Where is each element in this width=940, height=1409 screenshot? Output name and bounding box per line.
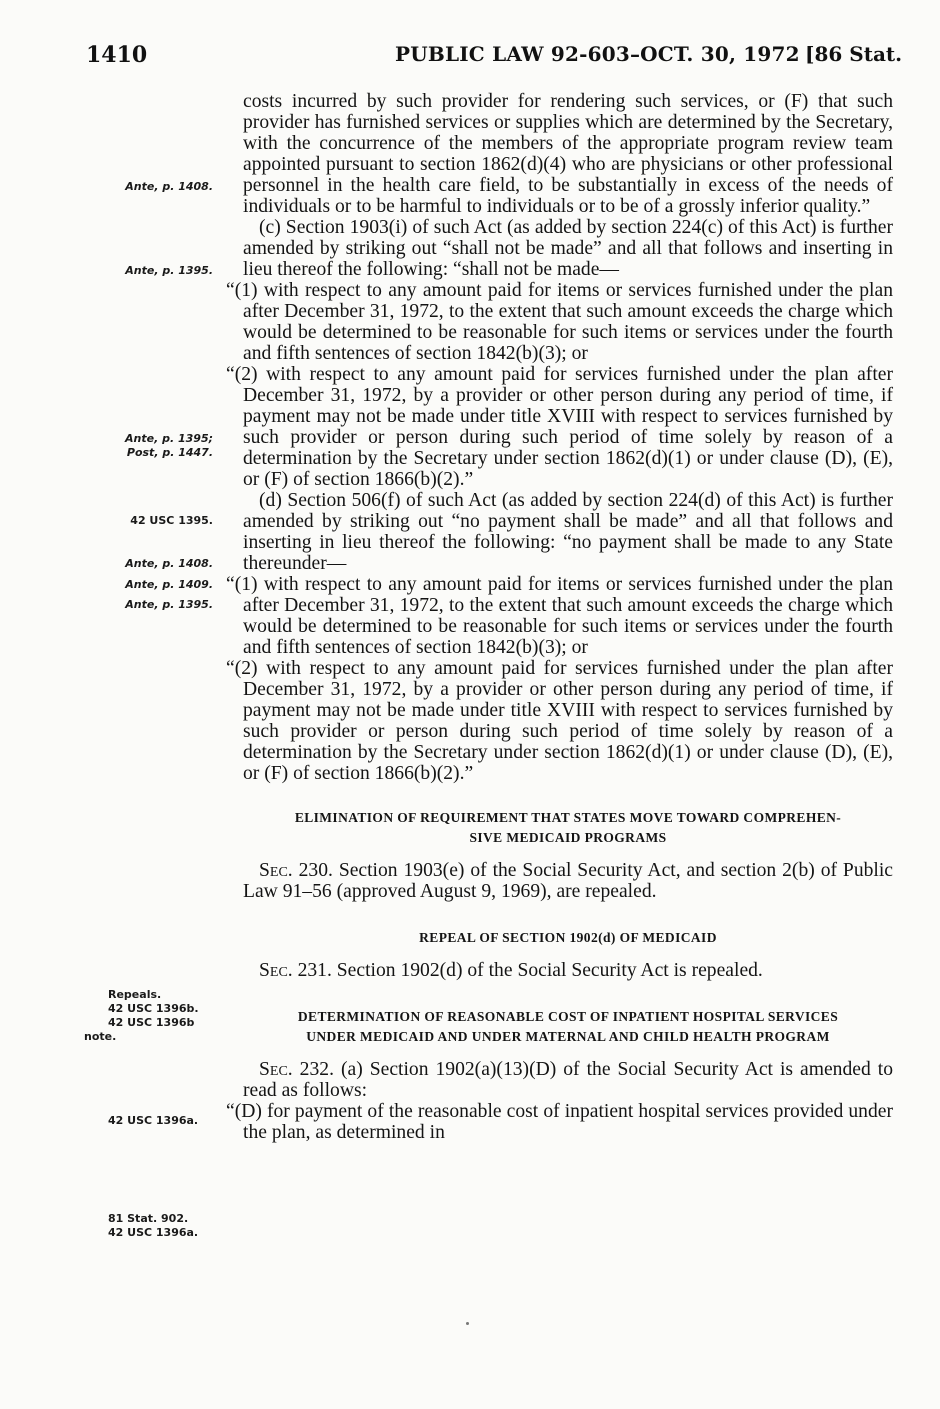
section-heading: DETERMINATION OF REASONABLE COST OF INPATIENT HOSPITAL SERVICES UNDER MEDICAID AND UNDER MATERNAL AND CHILD HEALTH PROGRAM xyxy=(297,1009,839,1044)
margin-note: Ante, p. 1395. xyxy=(125,264,213,277)
margin-note: Ante, p. 1409. xyxy=(125,578,213,591)
margin-note: 42 USC 1396a. xyxy=(108,1226,199,1239)
statute-reference: [86 Stat. xyxy=(805,42,903,66)
paragraph: “(1) with respect to any amount paid for items or services furnished under the plan after December 31, 1972, to the extent that such amount exceeds the charge which would be determined to be reasonable for such items or services under the fourth and fifth sentences of section 1842(b)(3); or xyxy=(226,574,893,658)
page-title: PUBLIC LAW 92-603–OCT. 30, 1972 xyxy=(395,42,800,66)
section-paragraph: Sec. 230. Section 1903(e) of the Social Security Act, and section 2(b) of Public Law 91–56 (approved August 9, 1969), are repealed. xyxy=(243,860,894,902)
margin-note: Repeals. xyxy=(108,988,162,1001)
paragraph: costs incurred by such provider for rendering such services, or (F) that such provider has furnished services or supplies which are determined by the Secretary, with the concurrence of the members of the appropriate program review team appointed pursuant to section 1862(d)(4) who are physicians or other professional personnel in the health care field, to be substantially in excess of the needs of individuals or to be harmful to individuals or to be of a grossly inferior quality.” xyxy=(243,91,893,217)
margin-note: Ante, p. 1408. xyxy=(125,557,213,570)
page-number: 1410 xyxy=(86,42,148,68)
margin-note: 42 USC 1396b. xyxy=(108,1002,199,1015)
section-paragraph: Sec. 231. Section 1902(d) of the Social Security Act is repealed. xyxy=(259,960,763,981)
paragraph: (c) Section 1903(i) of such Act (as added by section 224(c) of this Act) is further amended by striking out “shall not be made” and all that follows and inserting in lieu thereof the following: “shall not be made— xyxy=(243,217,893,280)
margin-note: Post, p. 1447. xyxy=(126,446,213,459)
section-heading: ELIMINATION OF REQUIREMENT THAT STATES MOVE TOWARD COMPREHEN- SIVE MEDICAID PROGRAMS xyxy=(294,810,842,845)
margin-note: 42 USC 1396a. xyxy=(108,1114,199,1127)
section-heading: REPEAL OF SECTION 1902(d) OF MEDICAID xyxy=(419,930,717,945)
paragraph: “(2) with respect to any amount paid for services furnished under the plan after December 31, 1972, by a provider or other person during any period of time, if payment may not be made under title XVIII with respect to services furnished by such provider or person during such period of time solely by reason of a determination by the Secretary under section 1862(d)(1) or under clause (D), (E), or (F) of section 1866(b)(2).” xyxy=(226,364,893,490)
paragraph: “(D) for payment of the reasonable cost of inpatient hospital services provided under the plan, as determined in xyxy=(226,1101,893,1143)
margin-note: Ante, p. 1395. xyxy=(125,598,213,611)
margin-note: Ante, p. 1395; xyxy=(125,432,213,445)
margin-note: 81 Stat. 902. xyxy=(108,1212,189,1225)
margin-note: 42 USC 1396b xyxy=(108,1016,195,1029)
paragraph: “(2) with respect to any amount paid for services furnished under the plan after December 31, 1972, by a provider or other person during any period of time, if payment may not be made under title XVIII with respect to services furnished by such provider or person during such period of time solely by reason of a determination by the Secretary under section 1862(d)(1) or under clause (D), (E), or (F) of section 1866(b)(2).” xyxy=(226,658,893,784)
margin-note: note. xyxy=(84,1030,117,1043)
section-paragraph: Sec. 232. (a) Section 1902(a)(13)(D) of the Social Security Act is amended to read as follows: xyxy=(243,1059,893,1101)
margin-note: Ante, p. 1408. xyxy=(125,180,213,193)
paragraph: (d) Section 506(f) of such Act (as added by section 224(d) of this Act) is further amended by striking out “no payment shall be made” and all that follows and inserting in lieu thereof the following: “no payment shall be made to any State thereunder— xyxy=(243,490,893,574)
main-text xyxy=(226,91,894,1143)
margin-note: 42 USC 1395. xyxy=(130,514,213,527)
ink-speck xyxy=(466,1322,469,1325)
paragraph: “(1) with respect to any amount paid for items or services furnished under the plan after December 31, 1972, to the extent that such amount exceeds the charge which would be determined to be reasonable for such items or services under the fourth and fifth sentences of section 1842(b)(3); or xyxy=(226,280,893,364)
